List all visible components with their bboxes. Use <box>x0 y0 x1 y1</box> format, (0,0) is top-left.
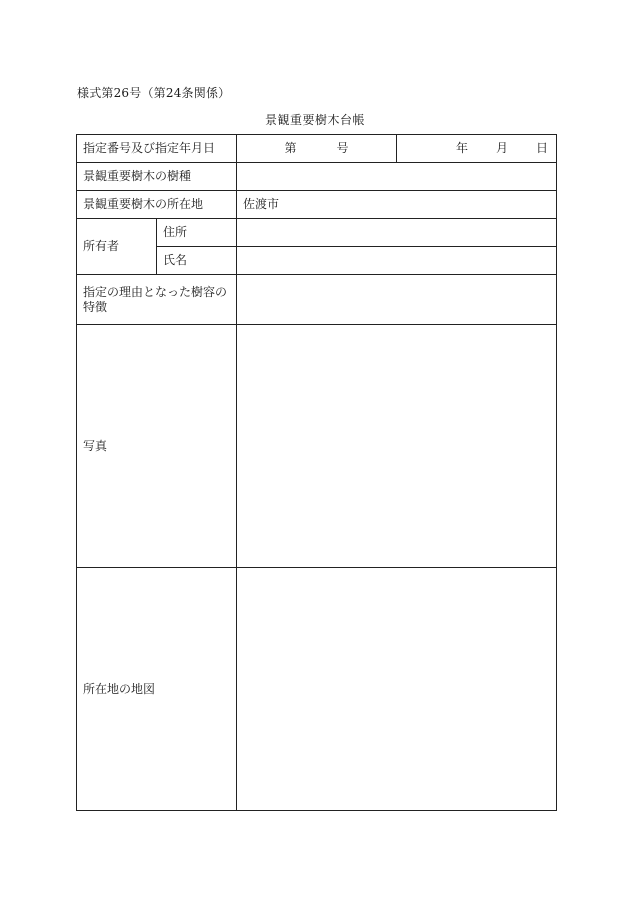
document-title: 景観重要樹木台帳 <box>264 113 365 127</box>
form-number: 様式第26号（第24条関係） <box>77 86 231 100</box>
number-prefix: 第 <box>284 141 297 155</box>
address-label: 住所 <box>157 219 237 247</box>
designation-row <box>77 135 557 163</box>
year-label: 年 <box>455 141 468 155</box>
species-row <box>77 163 557 191</box>
owner-address-row <box>77 219 557 247</box>
photo-area[interactable] <box>237 325 557 568</box>
location-label: 景観重要樹木の所在地 <box>77 191 237 219</box>
tree-ledger-table <box>76 134 557 811</box>
designation-date-field[interactable] <box>397 135 557 163</box>
map-label: 所在地の地図 <box>77 568 237 811</box>
location-row <box>77 191 557 219</box>
reason-label: 指定の理由となった樹容の特徴 <box>77 275 237 325</box>
map-row <box>77 568 557 811</box>
map-area[interactable] <box>237 568 557 811</box>
species-label: 景観重要樹木の樹種 <box>77 163 237 191</box>
month-label: 月 <box>495 141 508 155</box>
photo-label: 写真 <box>77 325 237 568</box>
number-suffix: 号 <box>336 141 349 155</box>
name-field[interactable] <box>237 247 557 275</box>
species-field[interactable] <box>237 163 557 191</box>
designation-label: 指定番号及び指定年月日 <box>77 135 237 163</box>
location-field[interactable]: 佐渡市 <box>237 191 557 219</box>
owner-label: 所有者 <box>77 219 157 275</box>
name-label: 氏名 <box>157 247 237 275</box>
address-field[interactable] <box>237 219 557 247</box>
reason-row <box>77 275 557 325</box>
day-label: 日 <box>536 141 549 155</box>
reason-field[interactable] <box>237 275 557 325</box>
designation-number-field[interactable] <box>237 135 397 163</box>
photo-row <box>77 325 557 568</box>
